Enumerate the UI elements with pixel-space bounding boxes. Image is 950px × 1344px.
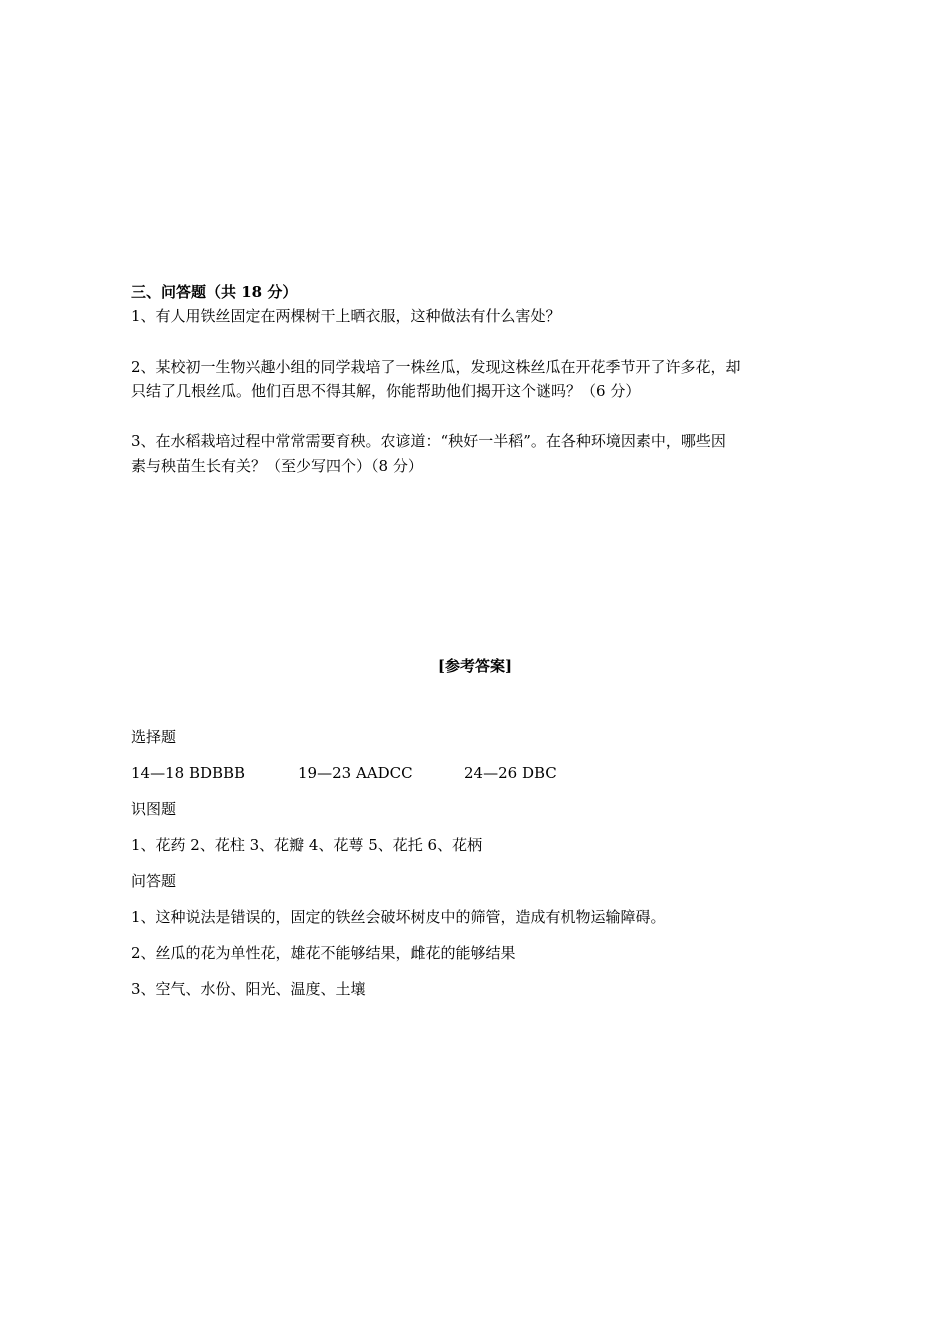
- choice-label: 选择题: [131, 728, 177, 746]
- choice-group-3: 24—26 DBC: [464, 764, 557, 782]
- choice-group-2: 19—23 AADCC: [298, 764, 413, 782]
- qa-answer-1: 1、这种说法是错误的，固定的铁丝会破坏树皮中的筛管，造成有机物运输障碍。: [131, 908, 666, 926]
- answers-title: [参考答案]: [437, 657, 513, 675]
- figure-label: 识图题: [131, 800, 177, 818]
- question-1: 1、有人用铁丝固定在两棵树干上晒衣服，这种做法有什么害处？: [131, 307, 561, 325]
- qa-label: 问答题: [131, 872, 177, 890]
- qa-answer-3: 3、空气、水份、阳光、温度、土壤: [131, 980, 366, 998]
- question-3-line-2: 素与秧苗生长有关？（至少写四个）（8 分）: [131, 457, 423, 475]
- question-2-line-2: 只结了几根丝瓜。他们百思不得其解，你能帮助他们揭开这个谜吗？（6 分）: [131, 382, 641, 400]
- section-heading: 三、问答题（共 18 分）: [131, 283, 298, 301]
- question-3-line-1: 3、在水稻栽培过程中常常需要育秧。农谚道：“秧好一半稻”。在各种环境因素中，哪些因: [131, 432, 726, 450]
- question-2-line-1: 2、某校初一生物兴趣小组的同学栽培了一株丝瓜，发现这株丝瓜在开花季节开了许多花，却: [131, 358, 741, 376]
- qa-answer-2: 2、丝瓜的花为单性花，雄花不能够结果，雌花的能够结果: [131, 944, 516, 962]
- figure-answer: 1、花药 2、花柱 3、花瓣 4、花萼 5、花托 6、花柄: [131, 836, 483, 854]
- choice-group-1: 14—18 BDBBB: [131, 764, 246, 782]
